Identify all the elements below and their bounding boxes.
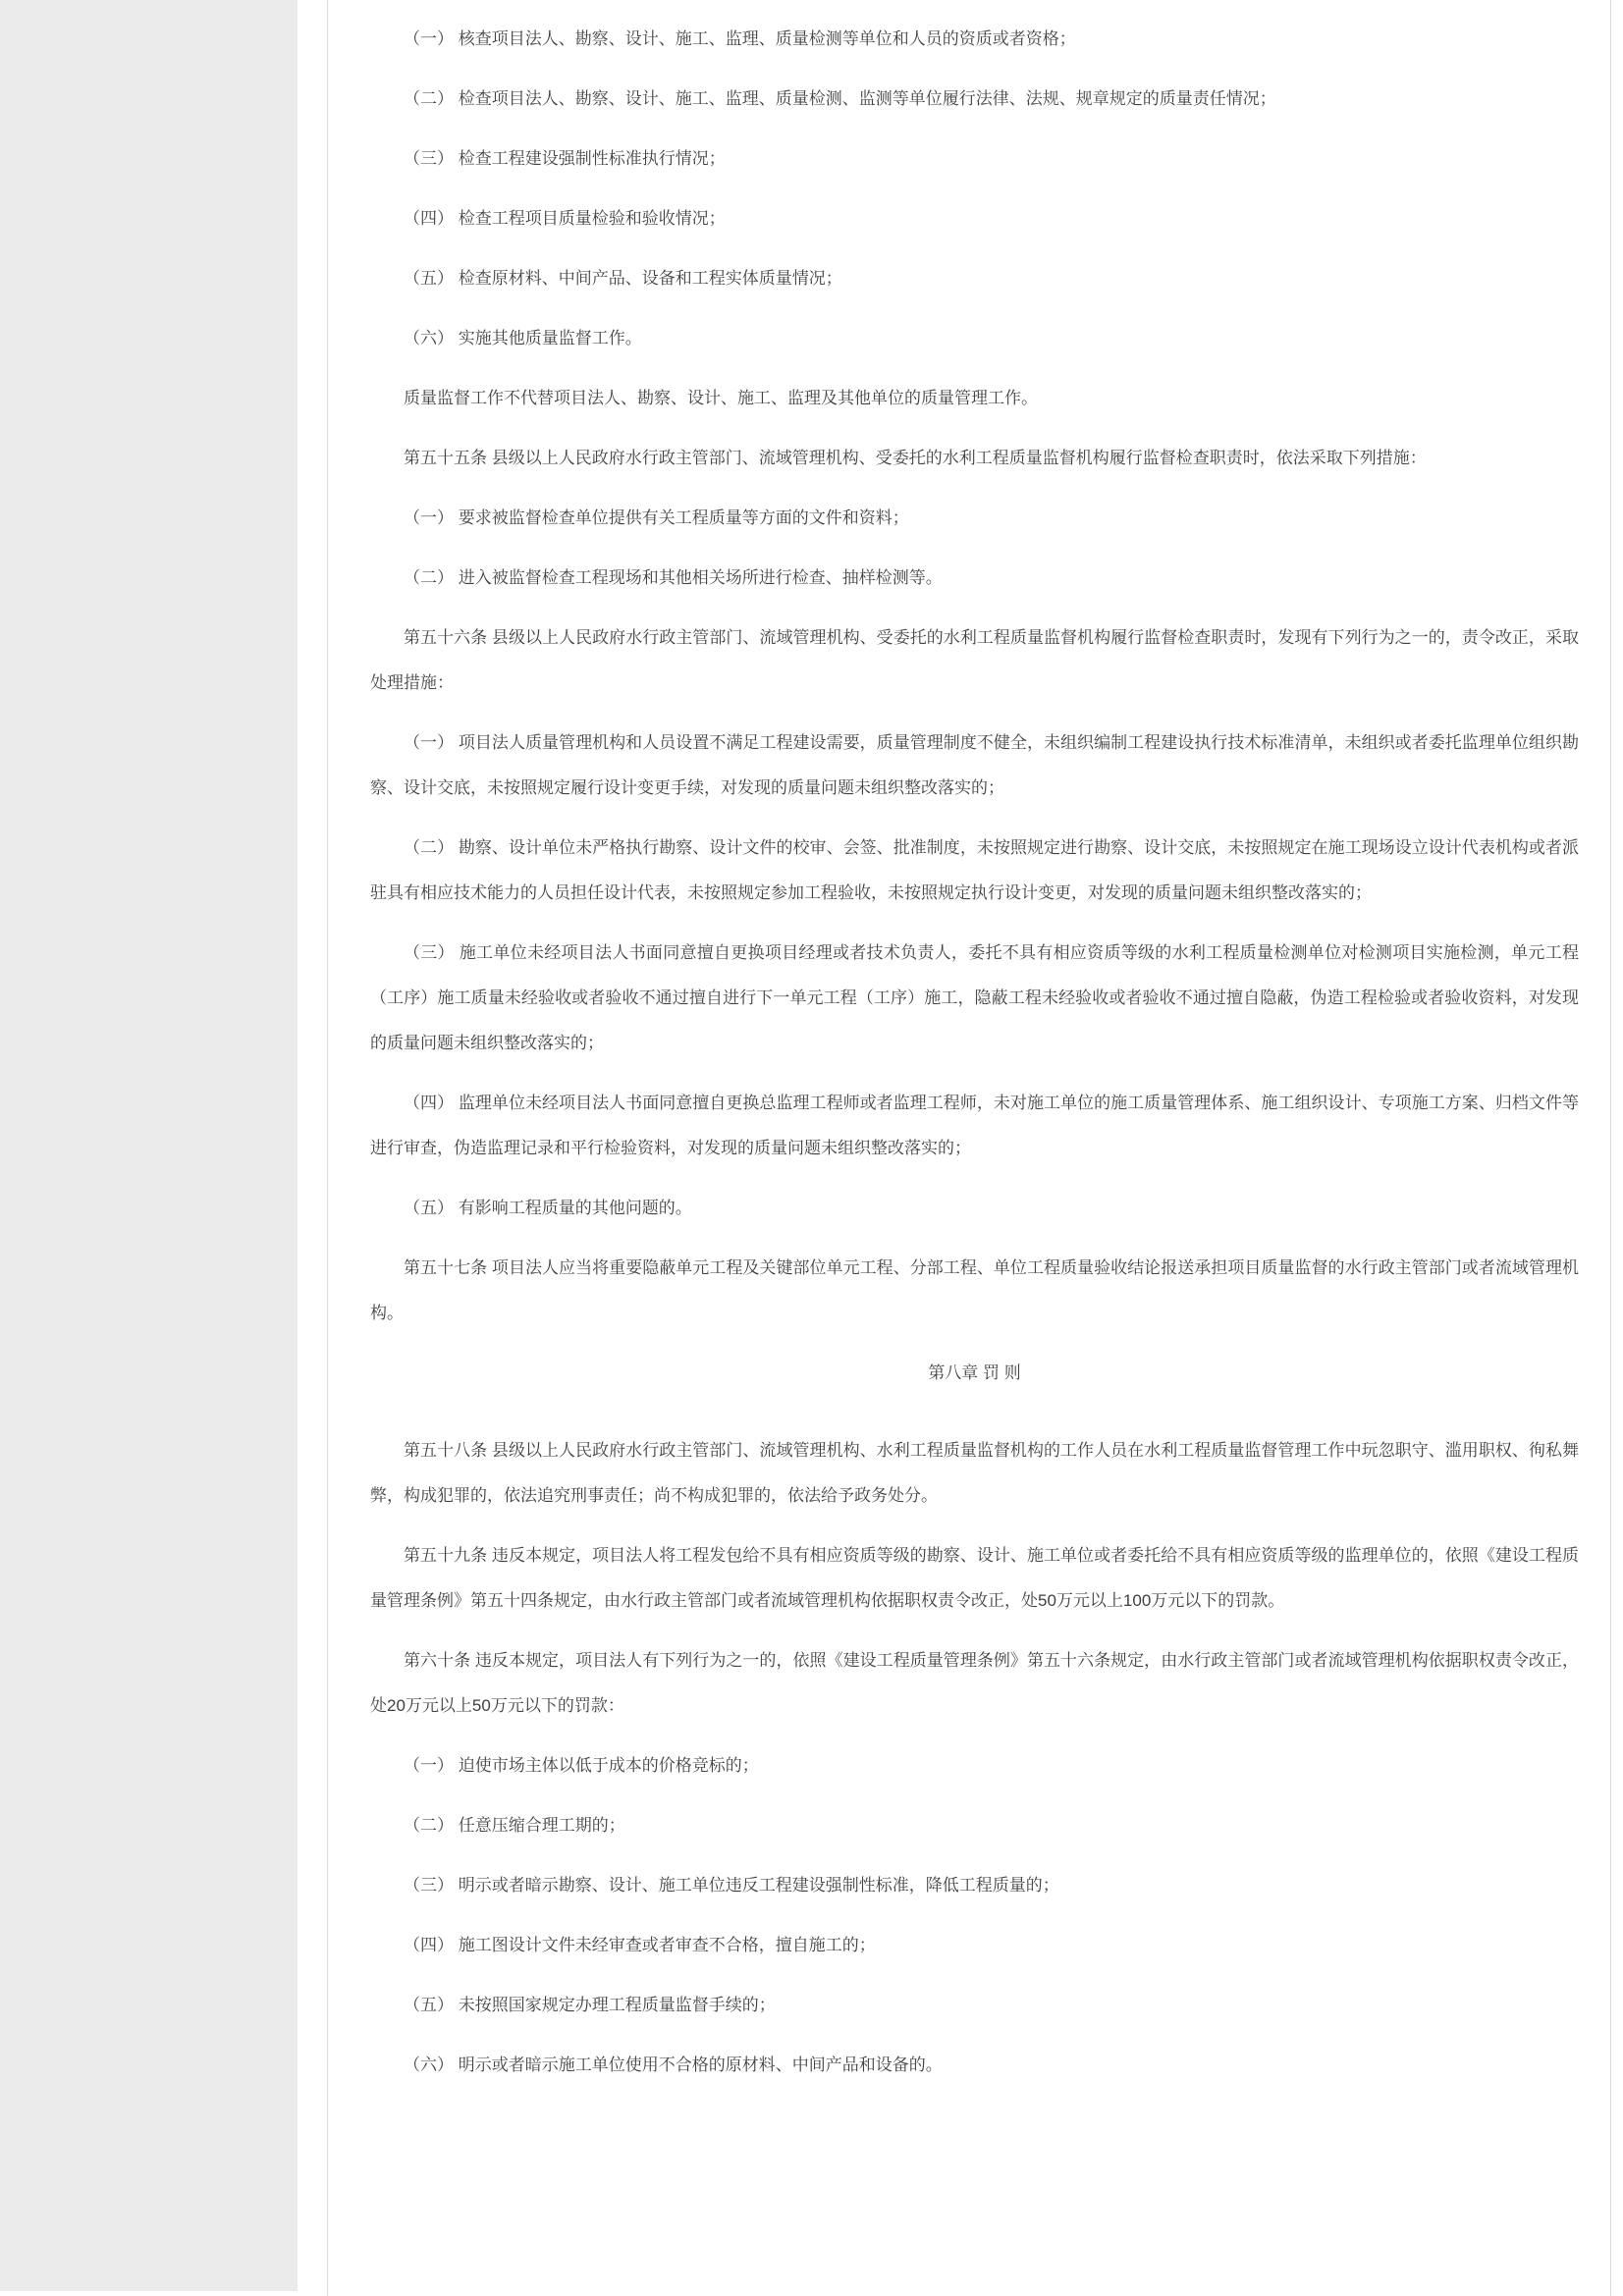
article-paragraph: （四） 检查工程项目质量检验和验收情况； [404,209,726,228]
article-paragraph: （二） 进入被监督检查工程现场和其他相关场所进行检查、抽样检测等。 [404,568,943,587]
article-paragraph: 第六十条 违反本规定，项目法人有下列行为之一的，依照《建设工程质量管理条例》第五十六条规定，由水行政主管部门或者流域管理机构依据职权责令改正，处20万元以上50万元以下的罚款： [370,1651,1579,1715]
article-paragraph: （四） 监理单位未经项目法人书面同意擅自更换总监理工程师或者监理工程师，未对施工单位的施工质量管理体系、施工组织设计、专项施工方案、归档文件等进行审查，伪造监理记录和平行检验资料，对发现的质量问题未组织整改落实的； [370,1094,1579,1157]
article-paragraph: （五） 检查原材料、中间产品、设备和工程实体质量情况； [404,269,842,288]
article-paragraph: （三） 检查工程建设强制性标准执行情况； [404,149,726,168]
article-paragraph: （一） 迫使市场主体以低于成本的价格竞标的； [404,1756,759,1775]
article-paragraph: （二） 检查项目法人、勘察、设计、施工、监理、质量检测、监测等单位履行法律、法规、规章规定的质量责任情况； [404,89,1276,108]
article-paragraph: （二） 任意压缩合理工期的； [404,1816,625,1835]
article-paragraph: 第五十五条 县级以上人民政府水行政主管部门、流域管理机构、受委托的水利工程质量监督机构履行监督检查职责时，依法采取下列措施： [404,449,1427,467]
article-paragraph: 第五十六条 县级以上人民政府水行政主管部门、流域管理机构、受委托的水利工程质量监督机构履行监督检查职责时，发现有下列行为之一的，责令改正，采取处理措施： [370,628,1579,692]
article-paragraph: （六） 明示或者暗示施工单位使用不合格的原材料、中间产品和设备的。 [404,2056,943,2074]
article-paragraph: （二） 勘察、设计单位未严格执行勘察、设计文件的校审、会签、批准制度，未按照规定进行勘察、设计交底，未按照规定在施工现场设立设计代表机构或者派驻具有相应技术能力的人员担任设计代表，未按照规定参加工程验收，未按照规定执行设计变更，对发现的质量问题未组织整改落实的； [370,838,1579,902]
article-paragraph: （三） 施工单位未经项目法人书面同意擅自更换项目经理或者技术负责人，委托不具有相应资质等级的水利工程质量检测单位对检测项目实施检测，单元工程（工序）施工质量未经验收或者验收不通过擅自进行下一单元工程（工序）施工，隐蔽工程未经验收或者验收不通过擅自隐蔽，伪造工程检验或者验收资料，对发现的质量问题未组织整改落实的； [370,943,1579,1052]
article-paragraph: （一） 核查项目法人、勘察、设计、施工、监理、质量检测等单位和人员的资质或者资格； [404,29,1076,48]
article-paragraph: 第五十七条 项目法人应当将重要隐蔽单元工程及关键部位单元工程、分部工程、单位工程质量验收结论报送承担项目质量监督的水行政主管部门或者流域管理机构。 [370,1258,1579,1322]
article-paragraph: 质量监督工作不代替项目法人、勘察、设计、施工、监理及其他单位的质量管理工作。 [404,389,1038,407]
article-paragraph: （五） 有影响工程质量的其他问题的。 [404,1199,692,1217]
page-background-left [0,0,298,2291]
article-paragraph: （五） 未按照国家规定办理工程质量监督手续的； [404,1996,776,2014]
article-panel [327,0,1611,2296]
chapter-heading: 第八章 罚 则 [928,1363,1021,1382]
article-paragraph: （一） 要求被监督检查单位提供有关工程质量等方面的文件和资料； [404,508,909,527]
article-paragraph: （一） 项目法人质量管理机构和人员设置不满足工程建设需要，质量管理制度不健全，未组织编制工程建设执行技术标准清单，未组织或者委托监理单位组织勘察、设计交底，未按照规定履行设计变更手续，对发现的质量问题未组织整改落实的； [370,733,1579,797]
article-paragraph: （三） 明示或者暗示勘察、设计、施工单位违反工程建设强制性标准，降低工程质量的； [404,1876,1059,1895]
article-body [328,0,1610,2142]
article-paragraph: （六） 实施其他质量监督工作。 [404,329,642,347]
article-paragraph: 第五十八条 县级以上人民政府水行政主管部门、流域管理机构、水利工程质量监督机构的工作人员在水利工程质量监督管理工作中玩忽职守、滥用职权、徇私舞弊，构成犯罪的，依法追究刑事责任；尚不构成犯罪的，依法给予政务处分。 [370,1441,1579,1505]
article-paragraph: （四） 施工图设计文件未经审查或者审查不合格，擅自施工的； [404,1936,876,1954]
article-paragraph: 第五十九条 违反本规定，项目法人将工程发包给不具有相应资质等级的勘察、设计、施工单位或者委托给不具有相应资质等级的监理单位的，依照《建设工程质量管理条例》第五十四条规定，由水行政主管部门或者流域管理机构依据职权责令改正，处50万元以上100万元以下的罚款。 [370,1546,1579,1610]
